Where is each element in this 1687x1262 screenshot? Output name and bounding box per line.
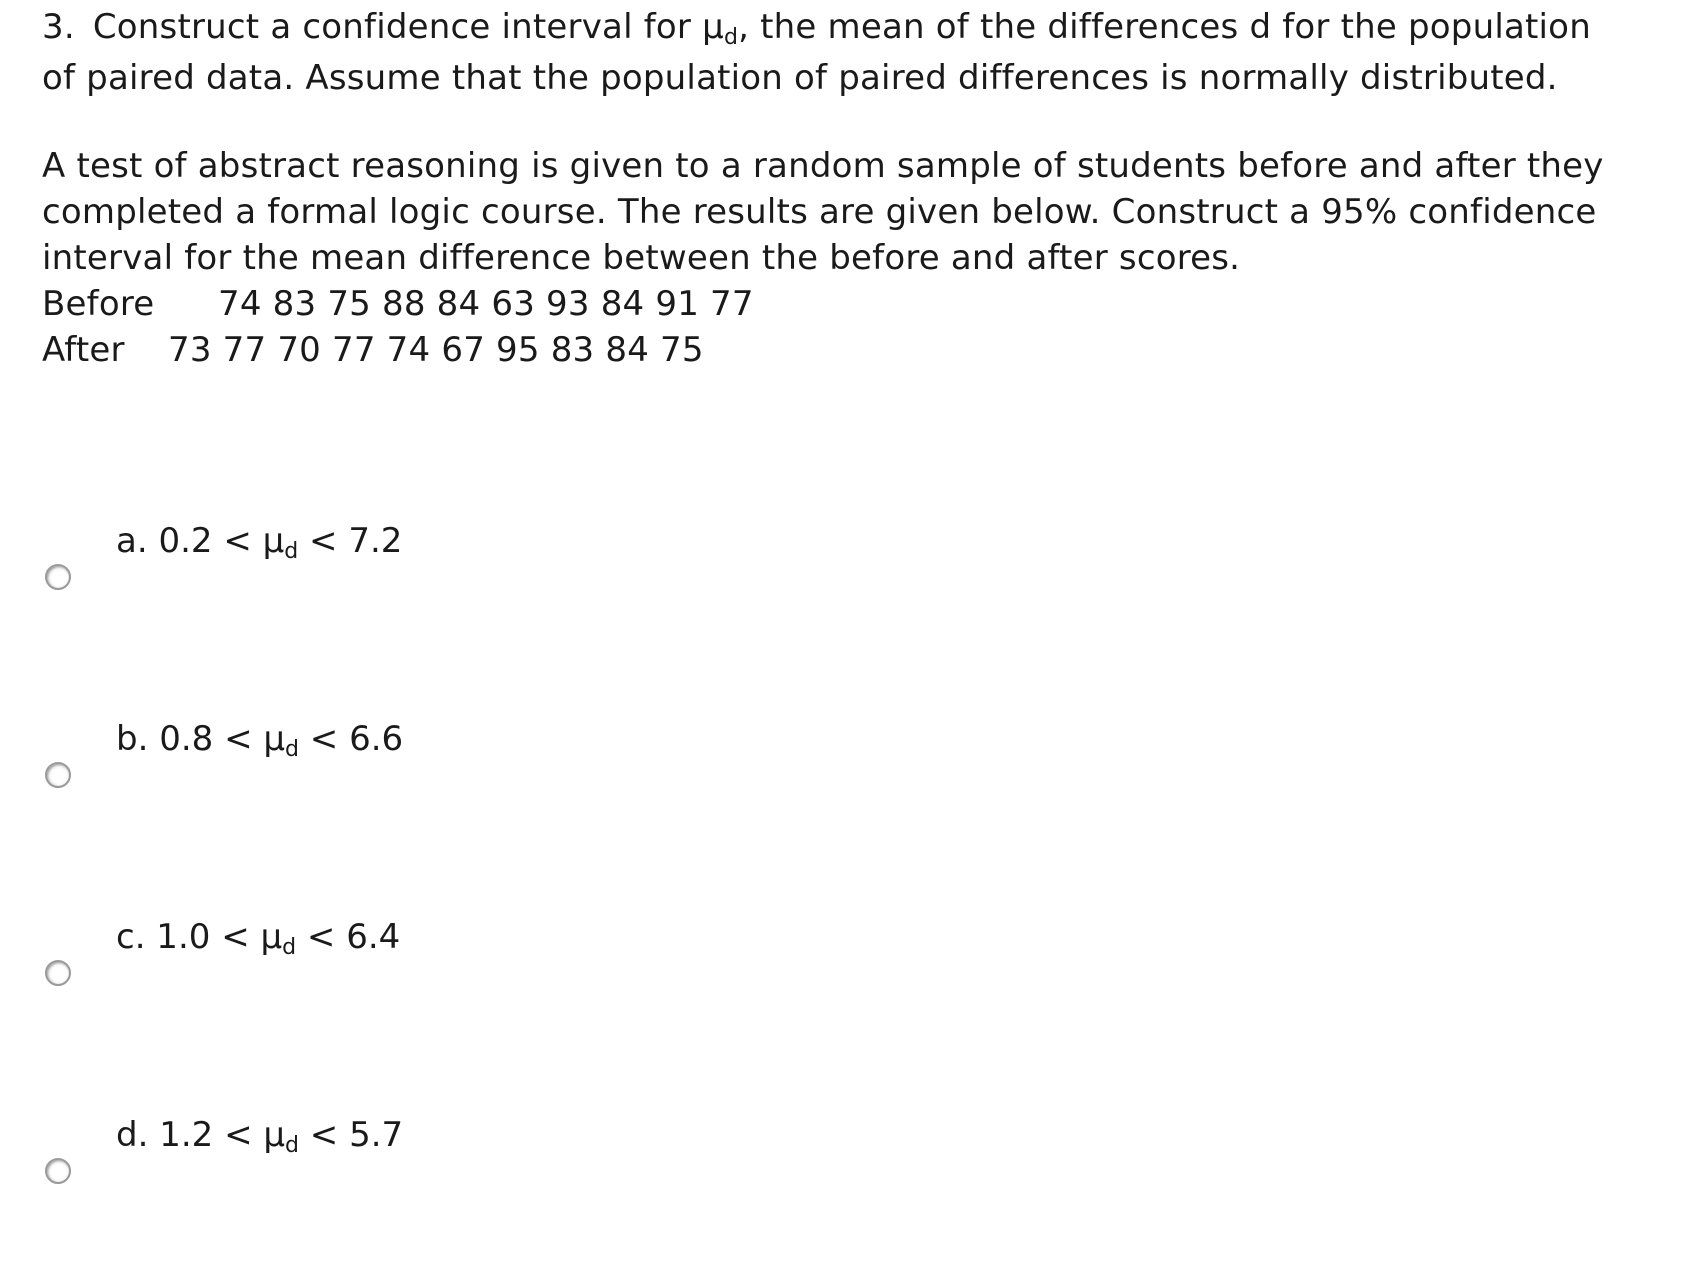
spacer (42, 101, 1642, 147)
option-b-label (116, 716, 403, 767)
question-body-line-2: completed a formal logic course. The results are given below. Construct a 95% confidence (42, 192, 1597, 232)
option-b-radio[interactable] (45, 762, 71, 788)
option-c-subscript: d (282, 935, 297, 960)
option-d-prefix: d. 1.2 < μ (116, 1115, 286, 1155)
question-intro-line-1 (42, 4, 1642, 55)
option-d-subscript: d (285, 1133, 299, 1158)
option-d-suffix: < 5.7 (298, 1115, 404, 1155)
option-b[interactable] (0, 716, 900, 826)
option-a-prefix: a. 0.2 < μ (116, 521, 285, 561)
before-values: 74 83 75 88 84 63 93 84 91 77 (218, 284, 754, 324)
option-c-radio[interactable] (45, 960, 71, 986)
after-label: After (42, 330, 125, 370)
after-values: 73 77 70 77 74 67 95 83 84 75 (168, 330, 704, 370)
before-label: Before (42, 284, 155, 324)
question-body-line-3: interval for the mean difference between the before and after scores. (42, 238, 1241, 278)
option-b-prefix: b. 0.8 < μ (116, 719, 286, 759)
after-row (42, 327, 1642, 373)
option-d-label (116, 1112, 403, 1163)
option-b-suffix: < 6.6 (298, 719, 404, 759)
option-d-radio[interactable] (45, 1158, 71, 1184)
intro-line1-pre: Construct a confidence interval for μ (92, 7, 724, 47)
option-c-suffix: < 6.4 (296, 917, 401, 957)
option-a[interactable] (0, 518, 900, 628)
intro-line1-post: , the mean of the differences d for the population (738, 7, 1591, 47)
option-a-radio[interactable] (45, 564, 71, 590)
option-a-subscript: d (284, 539, 299, 564)
option-a-suffix: < 7.2 (298, 521, 403, 561)
question-intro-line-2: of paired data. Assume that the population of paired differences is normally distributed. (42, 58, 1558, 98)
option-c-label (116, 914, 400, 965)
option-b-subscript: d (285, 737, 299, 762)
option-c-prefix: c. 1.0 < μ (116, 917, 283, 957)
option-a-label (116, 518, 402, 569)
option-c[interactable] (0, 914, 900, 1024)
question-body-line-1: A test of abstract reasoning is given to a random sample of students before and after they (42, 146, 1604, 186)
mu-subscript: d (723, 25, 739, 50)
question-number: 3. (42, 7, 75, 47)
before-row (42, 281, 1642, 327)
question-block (42, 0, 1642, 373)
option-d[interactable] (0, 1112, 900, 1222)
